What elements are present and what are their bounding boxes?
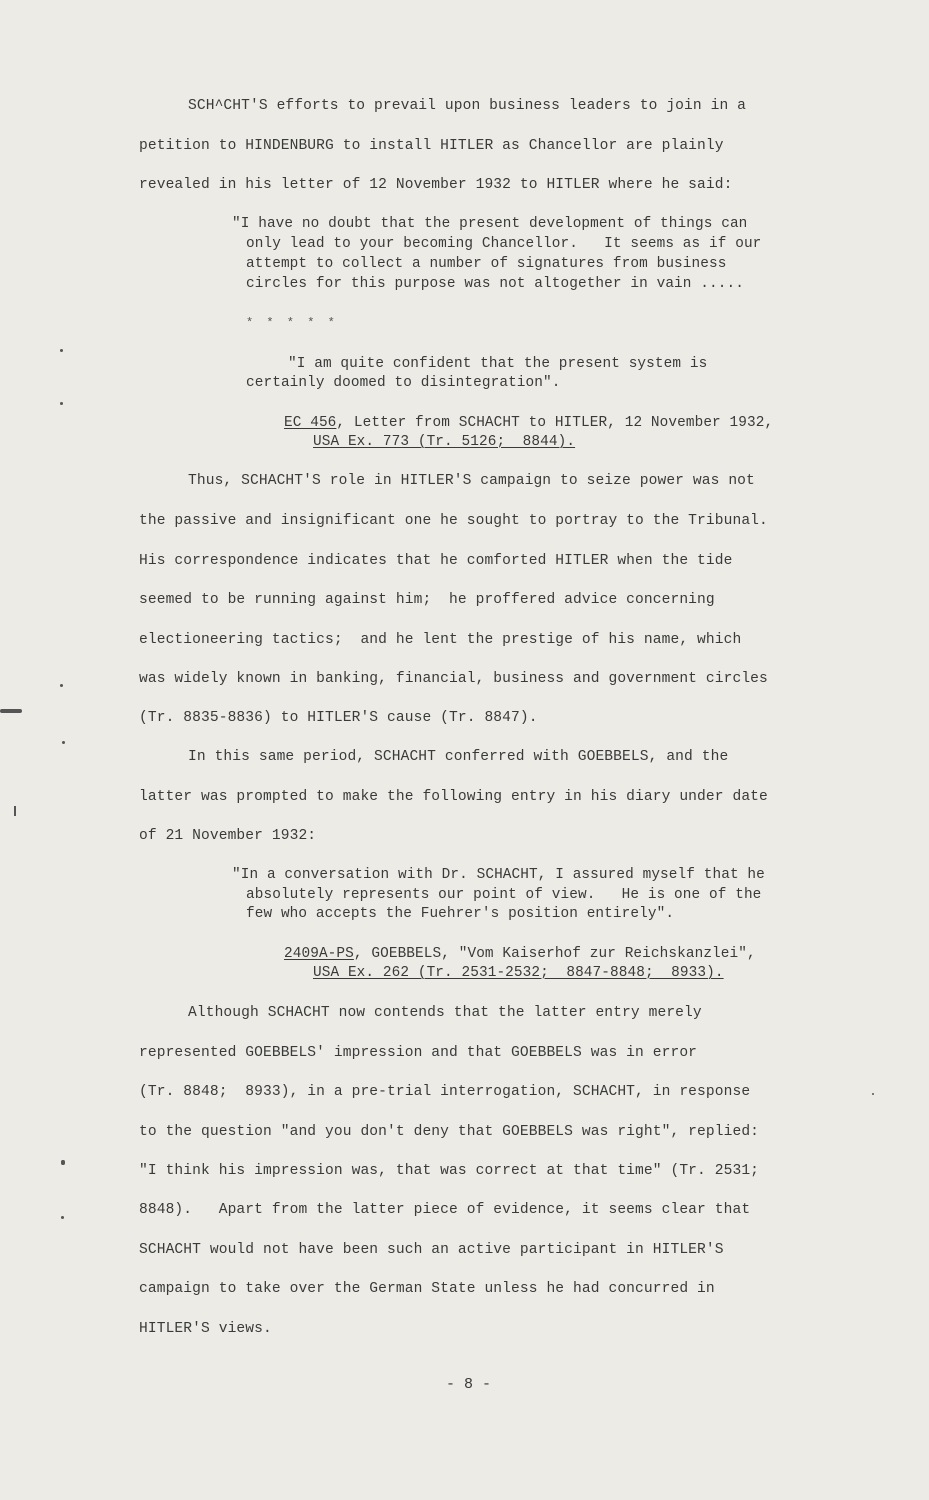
quote3-line-1: "In a conversation with Dr. SCHACHT, I assured myself that he: [232, 867, 765, 883]
quote1-line-1: "I have no doubt that the present development of things can: [232, 216, 748, 232]
scan-speck: [872, 1093, 874, 1095]
p2-line-2: the passive and insignificant one he sought to portray to the Tribunal.: [139, 513, 768, 529]
p3-line-3: of 21 November 1932:: [139, 828, 317, 844]
p2-line-7: (Tr. 8835-8836) to HITLER'S cause (Tr. 8847).: [139, 710, 538, 726]
scan-speck: [60, 349, 63, 352]
p4-line-5: "I think his impression was, that was correct at that time" (Tr. 2531;: [139, 1163, 760, 1179]
quote3-line-2: absolutely represents our point of view. He is one of the: [246, 887, 762, 903]
p2-line-4: seemed to be running against him; he proffered advice concerning: [139, 592, 715, 608]
citation1-rest: , Letter from SCHACHT to HITLER, 12 November 1932,: [336, 415, 774, 431]
citation1-ref: EC 456: [284, 415, 337, 431]
quote1-line-3: attempt to collect a number of signatures from business: [246, 256, 727, 272]
citation1-line-2: USA Ex. 773 (Tr. 5126; 8844).: [313, 434, 576, 450]
p4-line-4: to the question "and you don't deny that GOEBBELS was right", replied:: [139, 1124, 760, 1140]
p1-line-2: petition to HINDENBURG to install HITLER as Chancellor are plainly: [139, 138, 724, 154]
page-number: - 8 -: [446, 1376, 492, 1393]
p4-line-9: HITLER'S views.: [139, 1321, 272, 1337]
section-break-stars: * * * * *: [246, 316, 338, 330]
p4-line-2: represented GOEBBELS' impression and that GOEBBELS was in error: [139, 1045, 698, 1061]
p4-line-8: campaign to take over the German State unless he had concurred in: [139, 1281, 715, 1297]
scan-mark: [0, 709, 22, 713]
p4-line-6: 8848). Apart from the latter piece of evidence, it seems clear that: [139, 1202, 751, 1218]
quote2-line-2: certainly doomed to disintegration".: [246, 375, 561, 391]
p2-line-6: was widely known in banking, financial, business and government circles: [139, 671, 768, 687]
p2-line-3: His correspondence indicates that he comforted HITLER when the tide: [139, 553, 733, 569]
p1-line-1: SCH^CHT'S efforts to prevail upon business leaders to join in a: [188, 98, 747, 114]
citation2-line-2: USA Ex. 262 (Tr. 2531-2532; 8847-8848; 8933).: [313, 965, 724, 981]
scan-speck: [60, 684, 63, 687]
p3-line-2: latter was prompted to make the following entry in his diary under date: [139, 789, 768, 805]
p4-line-1: Although SCHACHT now contends that the latter entry merely: [188, 1005, 702, 1021]
p2-line-1: Thus, SCHACHT'S role in HITLER'S campaign to seize power was not: [188, 473, 755, 489]
citation2-rest: , GOEBBELS, "Vom Kaiserhof zur Reichskanzlei",: [353, 946, 756, 962]
quote1-line-2: only lead to your becoming Chancellor. It seems as if our: [246, 236, 762, 252]
scan-speck: [61, 1160, 65, 1165]
citation2-ref: 2409A-PS: [284, 946, 354, 962]
scan-speck: [14, 806, 16, 816]
scan-speck: [60, 402, 63, 405]
scan-speck: [61, 1216, 64, 1219]
citation2-line-1: [284, 944, 756, 964]
quote3-line-3: few who accepts the Fuehrer's position entirely".: [246, 906, 675, 922]
p3-line-1: In this same period, SCHACHT conferred with GOEBBELS, and the: [188, 749, 729, 765]
p4-line-7: SCHACHT would not have been such an active participant in HITLER'S: [139, 1242, 724, 1258]
citation1-line-1: [284, 413, 773, 433]
p4-line-3: (Tr. 8848; 8933), in a pre-trial interrogation, SCHACHT, in response: [139, 1084, 751, 1100]
quote2-line-1: "I am quite confident that the present system is: [288, 356, 708, 372]
p2-line-5: electioneering tactics; and he lent the prestige of his name, which: [139, 632, 742, 648]
p1-line-3: revealed in his letter of 12 November 1932 to HITLER where he said:: [139, 177, 733, 193]
quote1-line-4: circles for this purpose was not altogether in vain .....: [246, 276, 744, 292]
scan-speck: [62, 741, 65, 744]
